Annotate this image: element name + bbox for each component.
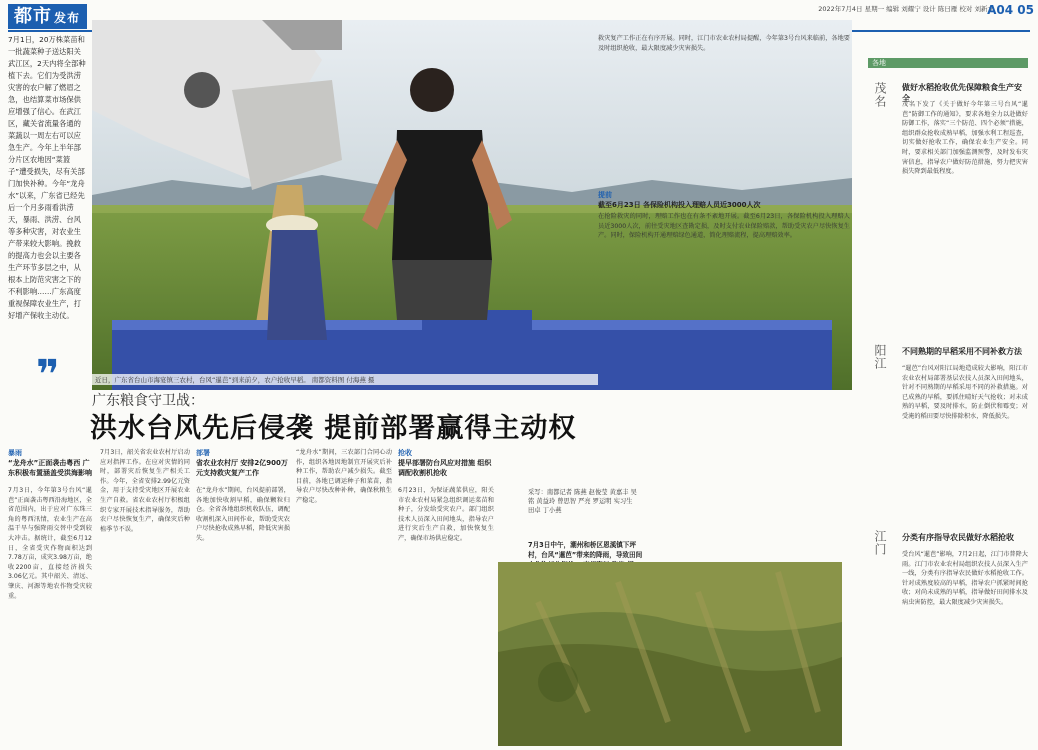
secondary-photo-caption: 7月3日中午，潮州和桥区恩溪镇下坪村，台风“暹芭”带来的降雨，导致田间 [528,541,643,559]
sidebar-city-2: 阳江 [873,344,887,370]
section1-title: “龙舟水”正面袭击粤西 广东积极布置涵盖受洪海影响 [8,459,92,477]
section3-tag: 抢收 [398,449,412,457]
sidebar-title-3: 分类有序指导农民做好水稻抢收 [902,533,1014,542]
paper-name: 都市 [14,6,52,27]
sidebar-tag: 各地 [868,58,1028,68]
sidebar-text-3: 受台风“暹芭”影响，7月2日起，江门市普降大雨。江门市农业农村局组织农技人员深入生产一线，分类有序指导农民做好水稻抢收工作。针对成熟度较高的早稻，指导农户抓紧时间抢收；对尚未成熟的早稻，指导做好田间排水及病虫害防控，最大限度减少灾害损失。 [902,551,1028,606]
page-number: A04 05 [987,3,1034,17]
section3-header [398,448,494,478]
reporter-credits: 采写：南都记者 陈燕 赵俊莹 黄嘉丰 吴铭 黄益玲 曾思智 严亮 罗运明 实习生 田卓 丁小燕 [528,489,637,515]
quote-mark-icon: ❞ [36,352,60,398]
section2-tag: 部署 [196,449,210,457]
date-line: 2022年7月4日 星期一 编辑 刘耀宁 设计 陈曰雁 校对 刘新文 [818,5,994,13]
secondary-photo [498,562,842,746]
sidebar-title-2: 不同熟期的早稻采用不同补救方法 [902,347,1022,356]
section1-header [8,448,92,478]
flooded-field-illustration [498,562,842,746]
article-column-6: 在抢险救灾的同时，理赔工作也在有条不紊地开展。截至6月23日，各保险机构投入理赔人员近3000人次，前往受灾地区查勘定损，及时支付农业保险赔款，帮助受灾农户尽快恢复生产。同时，保险机构开通理赔绿色通道，简化理赔流程，提高理赔效率。 [598,213,850,240]
section4-header [598,190,850,210]
section-name: 发布 [54,11,81,25]
sidebar-title-1: 做好水稻抢收优先保障粮食生产安全 [902,83,1022,103]
section2-header [196,448,290,478]
section1-tag: 暴雨 [8,449,22,457]
section2-title: 省农业农村厅 安排2亿900万元支持救灾复产工作 [196,459,288,477]
sidebar-text-2: “暹芭”台风对阳江局地造成较大影响，阳江市农业农村局部署基层农技人员深入田间地头，针对不同熟期的早稻采用不同的补救措施。对已成熟的早稻，要抓住晴好天气抢收；对未成熟的早稻，要及时排水，防止倒伏和霉变；对受淹的稻田要尽快排除积水，降低损失。 [902,365,1028,420]
article-column-4: “龙舟水”期间，三农部门合同心动作，组织各地因地制宜开展灾后补种工作，帮助农户减少损失。截至目前，各地已调运种子和菜苗，指导农户尽快改种补种，确保秋粮生产稳定。 [296,449,392,504]
sidebar-text-1: 茂名下发了《关于做好今年第三号台风“暹芭”防御工作的通知》，要求各地全力以赴做好防御工作，落实“三个防范、四个必须”措施，组织群众抢收成熟早稻，加强水利工程巡查，切实做好抢收工作，确保农业生产安全。同时，要求相关部门加强监测预警，及时发布灾害信息，指导农户做好防范措施，努力把灾害损失降到最低程度。 [902,101,1028,176]
main-photo-caption: 近日，广东省台山市海宴镇三农村，台风“暹芭”到来前夕，农户抢收早稻。 南都资料图 付海燕 摄 [92,374,598,385]
article-column-1: 7月3日，今年第3号台风“暹芭”正面袭击粤西沿海地区，全省范围内，出于应对广东珠三角的粤西汛情，农业生产在高温干旱与强降雨交替中受到较大冲击。据统计，截至6月12日，全省受灾作物面积达到7.78万亩，成灾3.98万亩，绝收2200亩，直接经济损失3.06亿元。其中韶关、清远、肇庆、河源等地农作物受灾较重。 [8,487,92,600]
sidebar-city-3: 江门 [873,530,887,556]
section3-title: 提早部署防台风应对措施 组织调配收割机抢收 [398,459,492,477]
newspaper-logo [8,4,87,29]
headline: 洪水台风先后侵袭 提前部署赢得主动权 [90,413,577,444]
article-column-2: 7月3日，韶关省农业农村厅启动应对指挥工作。在应对灾情的同时，部署灾后恢复生产相关工作。今年，全省安排2.99亿元资金，用于支持受灾地区开展农业生产自救。省农业农村厅积极组织专家开展技术指导服务，帮助农户尽快恢复生产，确保灾后种植季节不误。 [100,449,190,533]
article-column-6-top: 救灾复产工作正在有序开展。同时，江门市农业农村局提醒，今年第3号台风来临前，各地要及时组织抢收，最大限度减少灾害损失。 [598,35,850,52]
section4-tag: 提前 [598,191,612,199]
headline-kicker: 广东粮食守卫战： [92,393,204,409]
lead-paragraph: 7月1日，20万株菜苗和一批蔬菜种子送达阳关武江区，2天内将全部种植下去。它们为受洪涝灾害的农户解了燃眉之急，也结算菜市场保供应增强了信心。在武江区，藏关省流量各通的菜蔬以一周左右可以应急生产。今年上半年部分片区农地因“菜篮子”遭受损失，尽有关部门加快补种。今年“龙舟水”以来，广东省已经先后一个月多雨看洪涝天，暴雨、洪涝、台风等多种灾害，对农业生产带来较大影响。挽救的提高力也会以主要各生产环节多层之中，从根本上防范灾害之下的不利影响……广东高度重视保障农业生产，打好增产保收主动仗。 [8,35,86,320]
article-column-5: 6月23日，为保证蔬菜供应，阳关市农业农村局紧急组织调运菜苗和种子，分发给受灾农户。部门组织技术人员深入田间地头，指导农户进行灾后生产自救，加快恢复生产，确保市场供应稳定。 [398,487,494,542]
section4-title: 截至6月23日 各保险机构投入理赔人员近3000人次 [598,201,761,209]
sidebar-city-1: 茂名 [873,82,887,108]
article-column-3: 在“龙舟水”期间，台风提前部署，各地加快收割早稻，确保颗粒归仓。全省各地组织机收队伍，调配收割机深入田间作业，帮助受灾农户尽快抢收成熟早稻，降低灾害损失。 [196,487,290,542]
